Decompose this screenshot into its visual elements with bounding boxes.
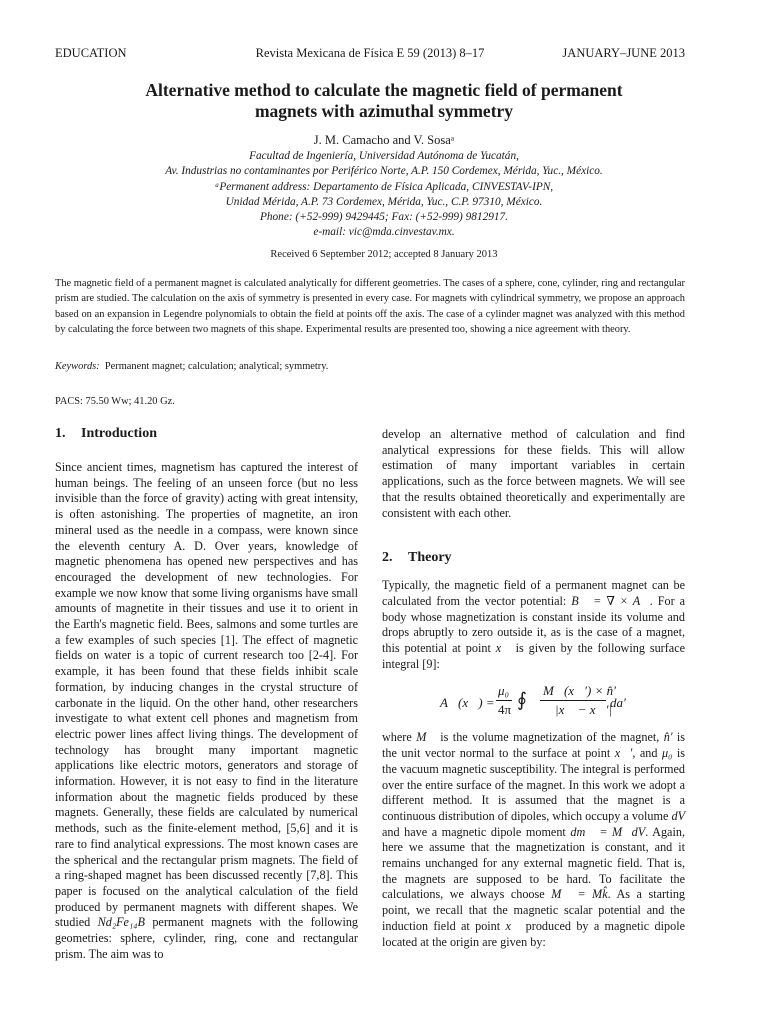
paragraph-text: . For a body whose magnetization is constant inside its volume and drops abruptly to zero outside it, as is the case of a magnet, this potential at point bbox=[382, 593, 685, 656]
received-dates: Received 6 September 2012; accepted 8 January 2013 bbox=[270, 249, 498, 260]
paragraph-text: . As a starting point, we recall that the magnetic scalar potential and the induction field at point bbox=[382, 887, 686, 933]
paper-title bbox=[90, 80, 678, 122]
paragraph-text: Typically, the magnetic field of a permanent magnet can be calculated from the vector potential: bbox=[382, 578, 685, 608]
paragraph-text: is the vacuum magnetic susceptibility. The integral is performed over the entire surface of the magnet. In this work we adopt a different method. It is assumed that the magnet is a continuous distribution of dipoles, which occupy a volume bbox=[382, 746, 686, 823]
paragraph-text: produced by a magnetic dipole located at the origin are given by: bbox=[382, 918, 685, 949]
keywords-text: Permanent magnet; calculation; analytical; symmetry. bbox=[104, 361, 329, 372]
paragraph-text: . Again, here we assume that the magnetization is constant, and it remains unchanged for any external magnetic field. That is, the magnets are supposed to be hard. To facilitate the calculations, we always choose bbox=[382, 824, 685, 902]
contact-phone: Phone: (+52-999) 9429445; Fax: (+52-999) 9812917. bbox=[259, 211, 509, 224]
math-symbol: n̂′ bbox=[663, 730, 673, 745]
running-head bbox=[55, 46, 685, 62]
paragraph-text: is the volume magnetization of the magnet, bbox=[440, 730, 660, 745]
contact-email: e-mail: vic@mda.cinvestav.mx. bbox=[313, 226, 455, 239]
fraction-bar bbox=[496, 700, 512, 701]
section-title: Theory bbox=[408, 550, 452, 566]
paragraph-text: where bbox=[382, 730, 412, 745]
section-number: 1. bbox=[55, 426, 66, 441]
section-heading bbox=[382, 549, 685, 567]
paragraph-text: and have a magnetic dipole moment bbox=[382, 824, 566, 839]
section-heading bbox=[55, 425, 358, 443]
paragraph-text: Since ancient times, magnetism has captured the interest of human beings. The feeling of an unseen force (but no less invisible than the force of gravity) acting with great intensity, is often astonishing. The properties of magnetite, an iron mineral used as the needle in a compass, were known since the eleventh century A. D. Over years, knowledge of magnetic phenomena has opened new perspectives and has encouraged the development of new technologies. For example we now know that some living organisms have small amounts of magnetite in their tissues and use it to orient in the Earth's magnetic field. Bees, salmons and some turtles are a few examples of such species [1]. The effect of magnetic fields on water is a topic of current research too [2-4]. For example, it has been found that these fields inhibit scale formation, by inducing changes in the crystal structure of carbonate in the liquid. On the other hand, other researchers investigate to what extent cell phones and magnetism from electric power lines affect living things. The development of technology has brought many important magnetic applications like electric motors, generators and storage of information. However, it is not easy to find in the literature information about the magnetic fields produced by these magnets. Generally, these fields are calculated by numerical methods, such as the finite-element method, [5,6] and it is rare to find analytical expressions. The most known cases are the spherical and the rectangular prism magnets. The field of a ring-shaped magnet has been discussed recently [7,8]. This paper is focused on the analytical calculation of the field produced by permanent magnets with different shapes. We studied bbox=[55, 460, 358, 930]
keywords-label: Keywords: bbox=[55, 361, 100, 372]
affiliation-line: ᵃPermanent address: Departamento de Física Aplicada, CINVESTAV-IPN, bbox=[214, 180, 554, 193]
abstract: The magnetic field of a permanent magnet is calculated analytically for different geometries. The cases of a sphere, cone, cylinder, ring and rectangular prism are studied. The calculation on the axis of symmetry is presented in every case. For magnets with cylindrical symmetry, we propose an approach based on an expansion in Legendre polynomials to obtain the field at points off the axis. The case of a cylinder magnet was analyzed with this method by calculating the force between two magnets of this shape. Experimental results are presented too, showing a nice agreement with theory. bbox=[55, 278, 685, 335]
math-symbol: dm⃗ = M⃗dV bbox=[570, 824, 646, 839]
paragraph-text: is given by the following surface integral [9]: bbox=[382, 641, 686, 671]
fraction-bar bbox=[540, 700, 606, 701]
theory-paragraph bbox=[382, 578, 685, 672]
paragraph-text: , and bbox=[632, 746, 658, 761]
section-label: EDUCATION bbox=[55, 46, 127, 60]
math-symbol: μ₀ bbox=[662, 746, 673, 761]
section-number: 2. bbox=[382, 550, 393, 566]
math-symbol: M⃗ bbox=[416, 730, 436, 745]
vector-potential-equation bbox=[440, 683, 680, 723]
equation-mu0: μ₀ bbox=[498, 683, 510, 698]
pacs: PACS: 75.50 Ww; 41.20 Gz. bbox=[55, 396, 175, 407]
equation-denominator: |x⃗ − x⃗′| bbox=[555, 702, 613, 717]
title-line-1: Alternative method to calculate the magnetic field of permanent bbox=[145, 80, 623, 100]
equation-differential: da′ bbox=[610, 695, 626, 710]
paragraph-text: permanent magnets with the following geometries: sphere, cylinder, ring, cone and rectangular prism. The aim was to bbox=[55, 915, 359, 961]
equation-numerator: M⃗(x⃗′) × n̂′ bbox=[543, 683, 616, 698]
paragraph-text: is the unit vector normal to the surface at point bbox=[382, 730, 686, 761]
affiliation-line: Facultad de Ingeniería, Universidad Autónoma de Yucatán, bbox=[249, 150, 519, 162]
affiliation-line: Unidad Mérida, A.P. 73 Cordemex, Mérida, Yuc., C.P. 97310, México. bbox=[225, 195, 543, 208]
math-symbol: x⃗ bbox=[505, 918, 521, 933]
math-symbol: dV bbox=[671, 808, 686, 823]
journal-citation: Revista Mexicana de Física E 59 (2013) 8–17 bbox=[255, 46, 485, 60]
equation-lhs: A⃗(x⃗) = bbox=[440, 695, 495, 710]
keywords bbox=[55, 361, 685, 372]
left-column bbox=[55, 425, 358, 963]
curl-relation: B⃗ = ∇ × A⃗ bbox=[571, 593, 650, 608]
introduction-paragraph bbox=[55, 460, 358, 963]
affiliation bbox=[55, 149, 713, 241]
theory-paragraph bbox=[382, 730, 685, 950]
equation-4pi: 4π bbox=[498, 702, 512, 717]
math-symbol: x⃗ bbox=[495, 641, 511, 656]
math-symbol: x⃗′ bbox=[614, 746, 633, 761]
section-title: Introduction bbox=[81, 426, 157, 441]
authors: J. M. Camacho and V. Sosaᵃ bbox=[313, 133, 455, 147]
material-formula: Nd₂Fe₁₄B bbox=[97, 915, 145, 930]
introduction-continuation: develop an alternative method of calculation and find analytical expressions for these fields. This will allow estimation of many important variables in certain applications, such as the force between magnets. We will see that the results obtained theoretically and experimentally are consistent with each other. bbox=[382, 427, 685, 520]
math-symbol: M⃗ = Mk̂ bbox=[551, 887, 608, 902]
contour-integral-symbol: ∮ bbox=[517, 690, 527, 711]
title-line-2: magnets with azimuthal symmetry bbox=[254, 101, 514, 121]
issue-date: JANUARY–JUNE 2013 bbox=[562, 46, 685, 60]
affiliation-line: Av. Industrias no contaminantes por Periférico Norte, A.P. 150 Cordemex, Mérida, Yuc., México. bbox=[165, 165, 603, 178]
